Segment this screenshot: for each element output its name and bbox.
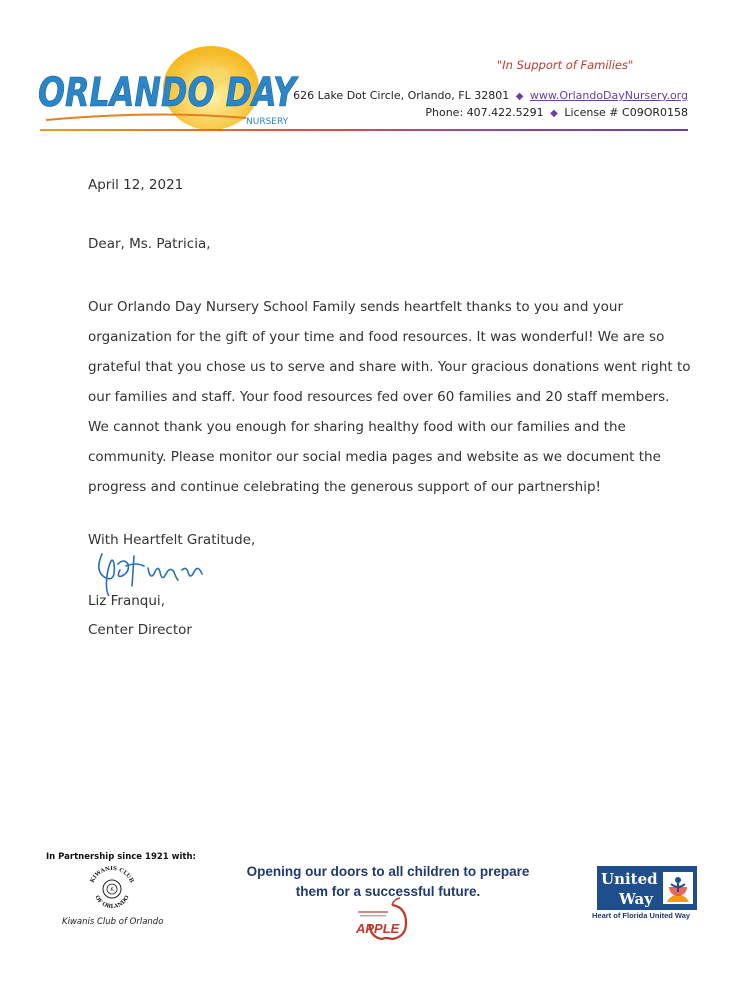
kiwanis-seal-icon bbox=[84, 864, 140, 912]
body-line: We cannot thank you enough for sharing healthy food with our families and the bbox=[88, 419, 626, 435]
mission-line: them for a successful future. bbox=[295, 884, 481, 899]
phone-line bbox=[425, 106, 688, 119]
body-line: Our Orlando Day Nursery School Family sends heartfelt thanks to you and your bbox=[88, 299, 624, 315]
salutation: Dear, Ms. Patricia, bbox=[88, 236, 211, 252]
united-way-caption: Heart of Florida United Way bbox=[592, 911, 691, 920]
logo-text-main: ORLANDO DAY bbox=[38, 70, 300, 116]
website-link[interactable]: www.OrlandoDayNursery.org bbox=[529, 89, 688, 102]
address-line bbox=[293, 89, 688, 102]
logo-text-sub: NURSERY bbox=[246, 117, 289, 127]
body-line: community. Please monitor our social media pages and website as we document the bbox=[88, 449, 661, 465]
body-line: organization for the gift of your time and food resources. It was wonderful! We are so bbox=[88, 329, 665, 345]
seal-text-bottom: OF ORLANDO bbox=[93, 894, 131, 911]
apple-logo bbox=[352, 897, 416, 941]
closing: With Heartfelt Gratitude, bbox=[88, 532, 256, 548]
united-way-logo bbox=[597, 866, 697, 910]
diamond-icon: ◆ bbox=[550, 108, 558, 119]
handwritten-signature bbox=[90, 546, 220, 596]
license: License # C09OR0158 bbox=[564, 106, 688, 119]
diamond-icon: ◆ bbox=[515, 91, 524, 102]
signer-name: Liz Franqui, bbox=[88, 593, 165, 609]
svg-text:OF ORLANDO bbox=[93, 895, 130, 911]
body-line: progress and continue celebrating the generous support of our partnership! bbox=[88, 479, 601, 495]
united-way-line1: United bbox=[601, 870, 658, 888]
svg-text:K: K bbox=[110, 887, 114, 893]
mission-line: Opening our doors to all children to prepare bbox=[246, 864, 530, 879]
partnership-label: In Partnership since 1921 with: bbox=[46, 852, 196, 862]
apple-logo-text: APPLE bbox=[356, 921, 400, 936]
address: 626 Lake Dot Circle, Orlando, FL 32801 bbox=[293, 89, 510, 102]
kiwanis-name: Kiwanis Club of Orlando bbox=[62, 917, 164, 927]
signer-title: Center Director bbox=[88, 622, 192, 638]
tagline: "In Support of Families" bbox=[497, 58, 634, 72]
phone: Phone: 407.422.5291 bbox=[425, 106, 544, 119]
letter-date: April 12, 2021 bbox=[88, 177, 184, 193]
orlando-day-nursery-logo bbox=[36, 40, 306, 130]
united-way-line2: Way bbox=[619, 890, 653, 908]
header-divider bbox=[40, 129, 688, 131]
body-line: our families and staff. Your food resources fed over 60 families and 20 staff members. bbox=[88, 389, 670, 405]
body-line: grateful that you chose us to serve and share with. Your gracious donations went right to bbox=[88, 359, 691, 375]
seal-text-top: KIWANIS CLUB bbox=[89, 865, 135, 884]
letter-body bbox=[88, 292, 691, 502]
svg-text:KIWANIS CLUB bbox=[90, 866, 135, 884]
mission-statement bbox=[214, 862, 562, 902]
